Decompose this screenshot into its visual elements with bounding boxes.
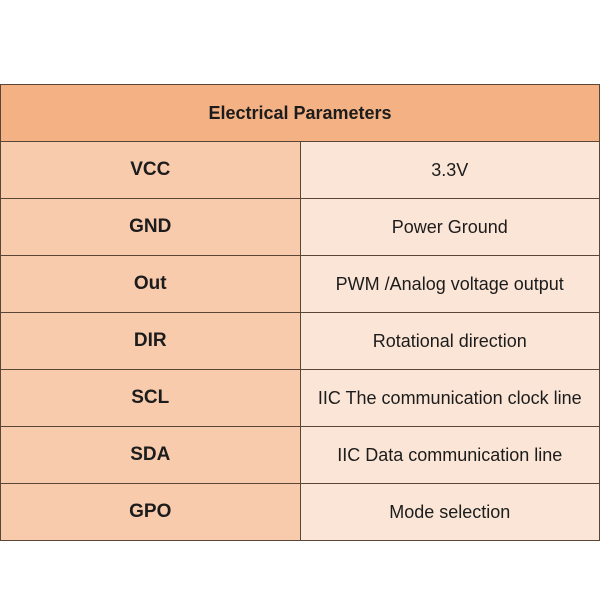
table-row	[1, 142, 600, 199]
pin-name-cell: VCC	[1, 142, 301, 199]
electrical-parameters-table	[0, 84, 600, 541]
pin-name-cell: Out	[1, 256, 301, 313]
pin-description-cell: Power Ground	[300, 199, 600, 256]
pin-name-cell: GPO	[1, 484, 301, 541]
table-row	[1, 199, 600, 256]
pin-description-cell: Mode selection	[300, 484, 600, 541]
pin-name-cell: GND	[1, 199, 301, 256]
pin-description-cell: IIC The communication clock line	[300, 370, 600, 427]
table-row	[1, 256, 600, 313]
table-title: Electrical Parameters	[1, 85, 600, 142]
table-row	[1, 427, 600, 484]
pin-description-cell: IIC Data communication line	[300, 427, 600, 484]
pin-description-cell: PWM /Analog voltage output	[300, 256, 600, 313]
pin-name-cell: DIR	[1, 313, 301, 370]
pin-name-cell: SCL	[1, 370, 301, 427]
table-row	[1, 370, 600, 427]
table-row	[1, 313, 600, 370]
electrical-parameters-table-container	[0, 84, 600, 541]
pin-description-cell: Rotational direction	[300, 313, 600, 370]
pin-name-cell: SDA	[1, 427, 301, 484]
table-header-row	[1, 85, 600, 142]
table-row	[1, 484, 600, 541]
pin-description-cell: 3.3V	[300, 142, 600, 199]
